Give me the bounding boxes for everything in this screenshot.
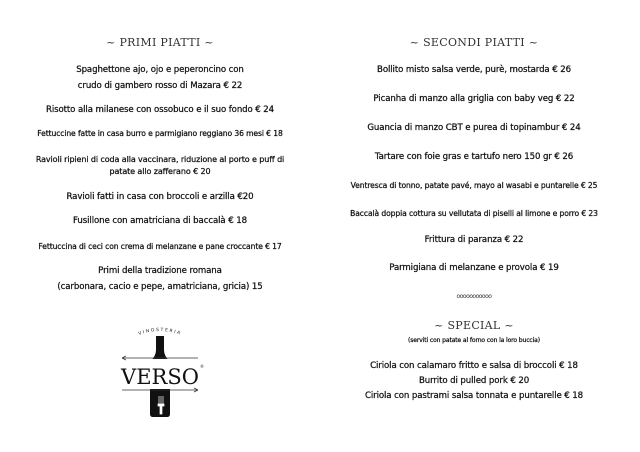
special-item: Ciriola con pastrami salsa tonnata e puntarelle € 18	[364, 391, 584, 401]
secondi-item: Baccalà doppia cottura su vellutata di piselli al limone e porro € 23	[350, 209, 598, 218]
item-line: Ravioli ripieni di coda alla vaccinara, riduzione al porto e puff di	[35, 155, 285, 164]
special-item: Ciriola con calamaro fritto e salsa di broccoli € 18	[370, 361, 578, 371]
verso-logo	[114, 318, 206, 418]
primi-item-5: Ravioli fatti in casa con broccoli e arzilla €20	[66, 192, 254, 202]
svg-text:VINOSTERIA: VINOSTERIA	[137, 327, 183, 337]
primi-title: ~ PRIMI PIATTI ~	[106, 36, 214, 49]
primi-item-7: Fettuccina di ceci con crema di melanzane e pane croccante € 17	[38, 242, 282, 251]
item-line: Primi della tradizione romana	[98, 266, 222, 276]
secondi-item: Parmigiana di melanzane e provola € 19	[389, 263, 559, 273]
primi-item-3: Fettuccine fatte in casa burro e parmigiano reggiano 36 mesi € 18	[37, 129, 283, 138]
secondi-item: Bollito misto salsa verde, purè, mostarda € 26	[377, 65, 571, 75]
item-line: (carbonara, cacio e pepe, amatriciana, gricia) 15	[57, 282, 263, 292]
item-line: crudo di gambero rosso di Mazara € 22	[77, 81, 243, 91]
secondi-item: Ventresca di tonno, patate pavé, mayo al wasabi e puntarelle € 25	[350, 181, 598, 190]
special-item: Burrito di pulled pork € 20	[418, 376, 530, 386]
item-line: patate allo zafferano € 20	[109, 167, 211, 176]
secondi-item: Guancia di manzo CBT e purea di topinambur € 24	[367, 123, 581, 133]
primi-item-6: Fusillone con amatriciana di baccalà € 18	[73, 216, 247, 226]
item-line: Spaghettone ajo, ojo e peperoncino con	[76, 65, 244, 75]
special-title: ~ SPECIAL ~	[434, 319, 514, 332]
secondi-title: ~ SECONDI PIATTI ~	[409, 36, 539, 49]
svg-text:®: ®	[200, 364, 204, 369]
secondi-item: Tartare con foie gras e tartufo nero 150 gr € 26	[374, 152, 574, 162]
special-subtitle: (serviti con patate al forno con la loro buccia)	[408, 337, 540, 344]
secondi-item: Frittura di paranza € 22	[424, 235, 524, 245]
separator: ooooooooooo	[456, 293, 492, 300]
secondi-item: Picanha di manzo alla griglia con baby veg € 22	[373, 94, 575, 104]
svg-text:VERSO: VERSO	[121, 365, 199, 389]
primi-item-2: Risotto alla milanese con ossobuco e il suo fondo € 24	[45, 105, 275, 115]
